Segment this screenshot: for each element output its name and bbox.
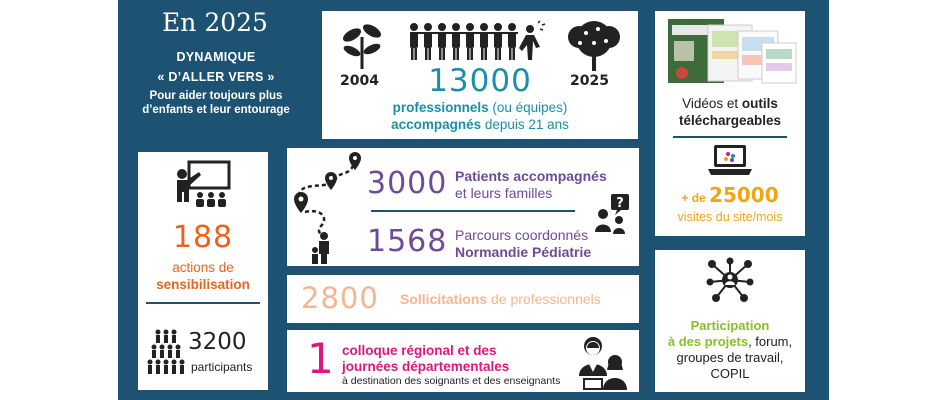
audience-icon xyxy=(144,329,184,377)
header-year: En 2025 xyxy=(162,8,268,37)
header-title-line2: « D’ALLER VERS » xyxy=(157,70,275,84)
participation-line4: COPIL xyxy=(710,366,750,381)
awareness-label1: actions de xyxy=(172,260,234,275)
participation-line3: groupes de travail, xyxy=(676,350,784,365)
patients-divider xyxy=(371,210,575,212)
colloque-line2: journées départementales xyxy=(342,359,510,374)
header-subtitle-line1: Pour aider toujours plus xyxy=(149,90,283,102)
brochures-thumbnail xyxy=(668,17,796,87)
awareness-count: 188 xyxy=(172,220,234,255)
colloque-line1: colloque régional et des xyxy=(342,343,497,358)
participation-line1: Participation xyxy=(690,318,770,333)
network-icon xyxy=(706,258,754,302)
svg-text:?: ? xyxy=(616,196,624,211)
videos-line1 xyxy=(655,96,805,111)
caregivers-icon xyxy=(575,334,633,390)
forum-text: , forum, xyxy=(748,334,793,349)
visits-label: visites du site/mois xyxy=(677,210,783,224)
colloque-count: 1 xyxy=(307,334,334,383)
parcours-line1: Parcours coordonnés xyxy=(455,227,589,243)
tools-bold: outils xyxy=(741,96,778,111)
visits-prefix: + de xyxy=(681,191,710,205)
patients-line1: Patients accompagnés xyxy=(455,168,607,184)
participation-card xyxy=(655,250,805,392)
since-years: depuis 21 ans xyxy=(481,117,569,132)
solicitations-bold: Sollicitations xyxy=(400,291,488,307)
accompanied-bold: accompagnés xyxy=(391,117,482,132)
videos-line2: téléchargeables xyxy=(678,113,782,128)
awareness-card xyxy=(138,152,268,390)
patients-card xyxy=(287,148,639,266)
professionals-line2 xyxy=(322,117,638,132)
year-start-value: 2004 xyxy=(340,73,379,89)
people-group-icon xyxy=(408,21,548,61)
solicitations-count: 2800 xyxy=(301,281,379,315)
parcours-line2: Normandie Pédiatrie xyxy=(455,244,592,260)
parcours-count: 1568 xyxy=(367,224,448,259)
videos-text: Vidéos et xyxy=(682,96,742,111)
solicitations-rest: de professionnels xyxy=(487,291,601,307)
participation-line2 xyxy=(655,334,805,349)
visits-line xyxy=(655,183,805,207)
presentation-icon xyxy=(175,162,231,212)
videos-card xyxy=(655,11,805,236)
projects-bold: à des projets xyxy=(667,334,749,349)
patients-line2: et leurs familles xyxy=(455,185,553,201)
awareness-divider xyxy=(146,302,260,304)
solicitations-label xyxy=(400,291,601,307)
consultation-question-icon xyxy=(593,194,633,234)
visits-count: 25000 xyxy=(709,183,779,207)
header-subtitle-line2: d’enfants et leur entourage xyxy=(142,104,290,116)
header-title-line1: DYNAMIQUE xyxy=(176,50,256,64)
patients-count: 3000 xyxy=(367,166,448,201)
professionals-bold: professionnels xyxy=(392,100,489,115)
participants-label: participants xyxy=(191,360,253,374)
year-end-value: 2025 xyxy=(570,73,609,89)
solicitations-card xyxy=(287,275,639,323)
professionals-line1 xyxy=(322,100,638,115)
professionals-card xyxy=(322,11,638,139)
videos-divider xyxy=(673,136,787,138)
colloque-line3: à destination des soignants et des enseignants xyxy=(342,375,561,387)
colloque-card xyxy=(287,330,639,392)
professionals-count: 13000 xyxy=(428,63,532,99)
journey-map-icon xyxy=(291,150,365,264)
participants-count: 3200 xyxy=(188,329,247,355)
laptop-icon xyxy=(708,145,752,177)
professionals-rest: (ou équipes) xyxy=(488,100,568,115)
awareness-label2: sensibilisation xyxy=(156,277,250,292)
